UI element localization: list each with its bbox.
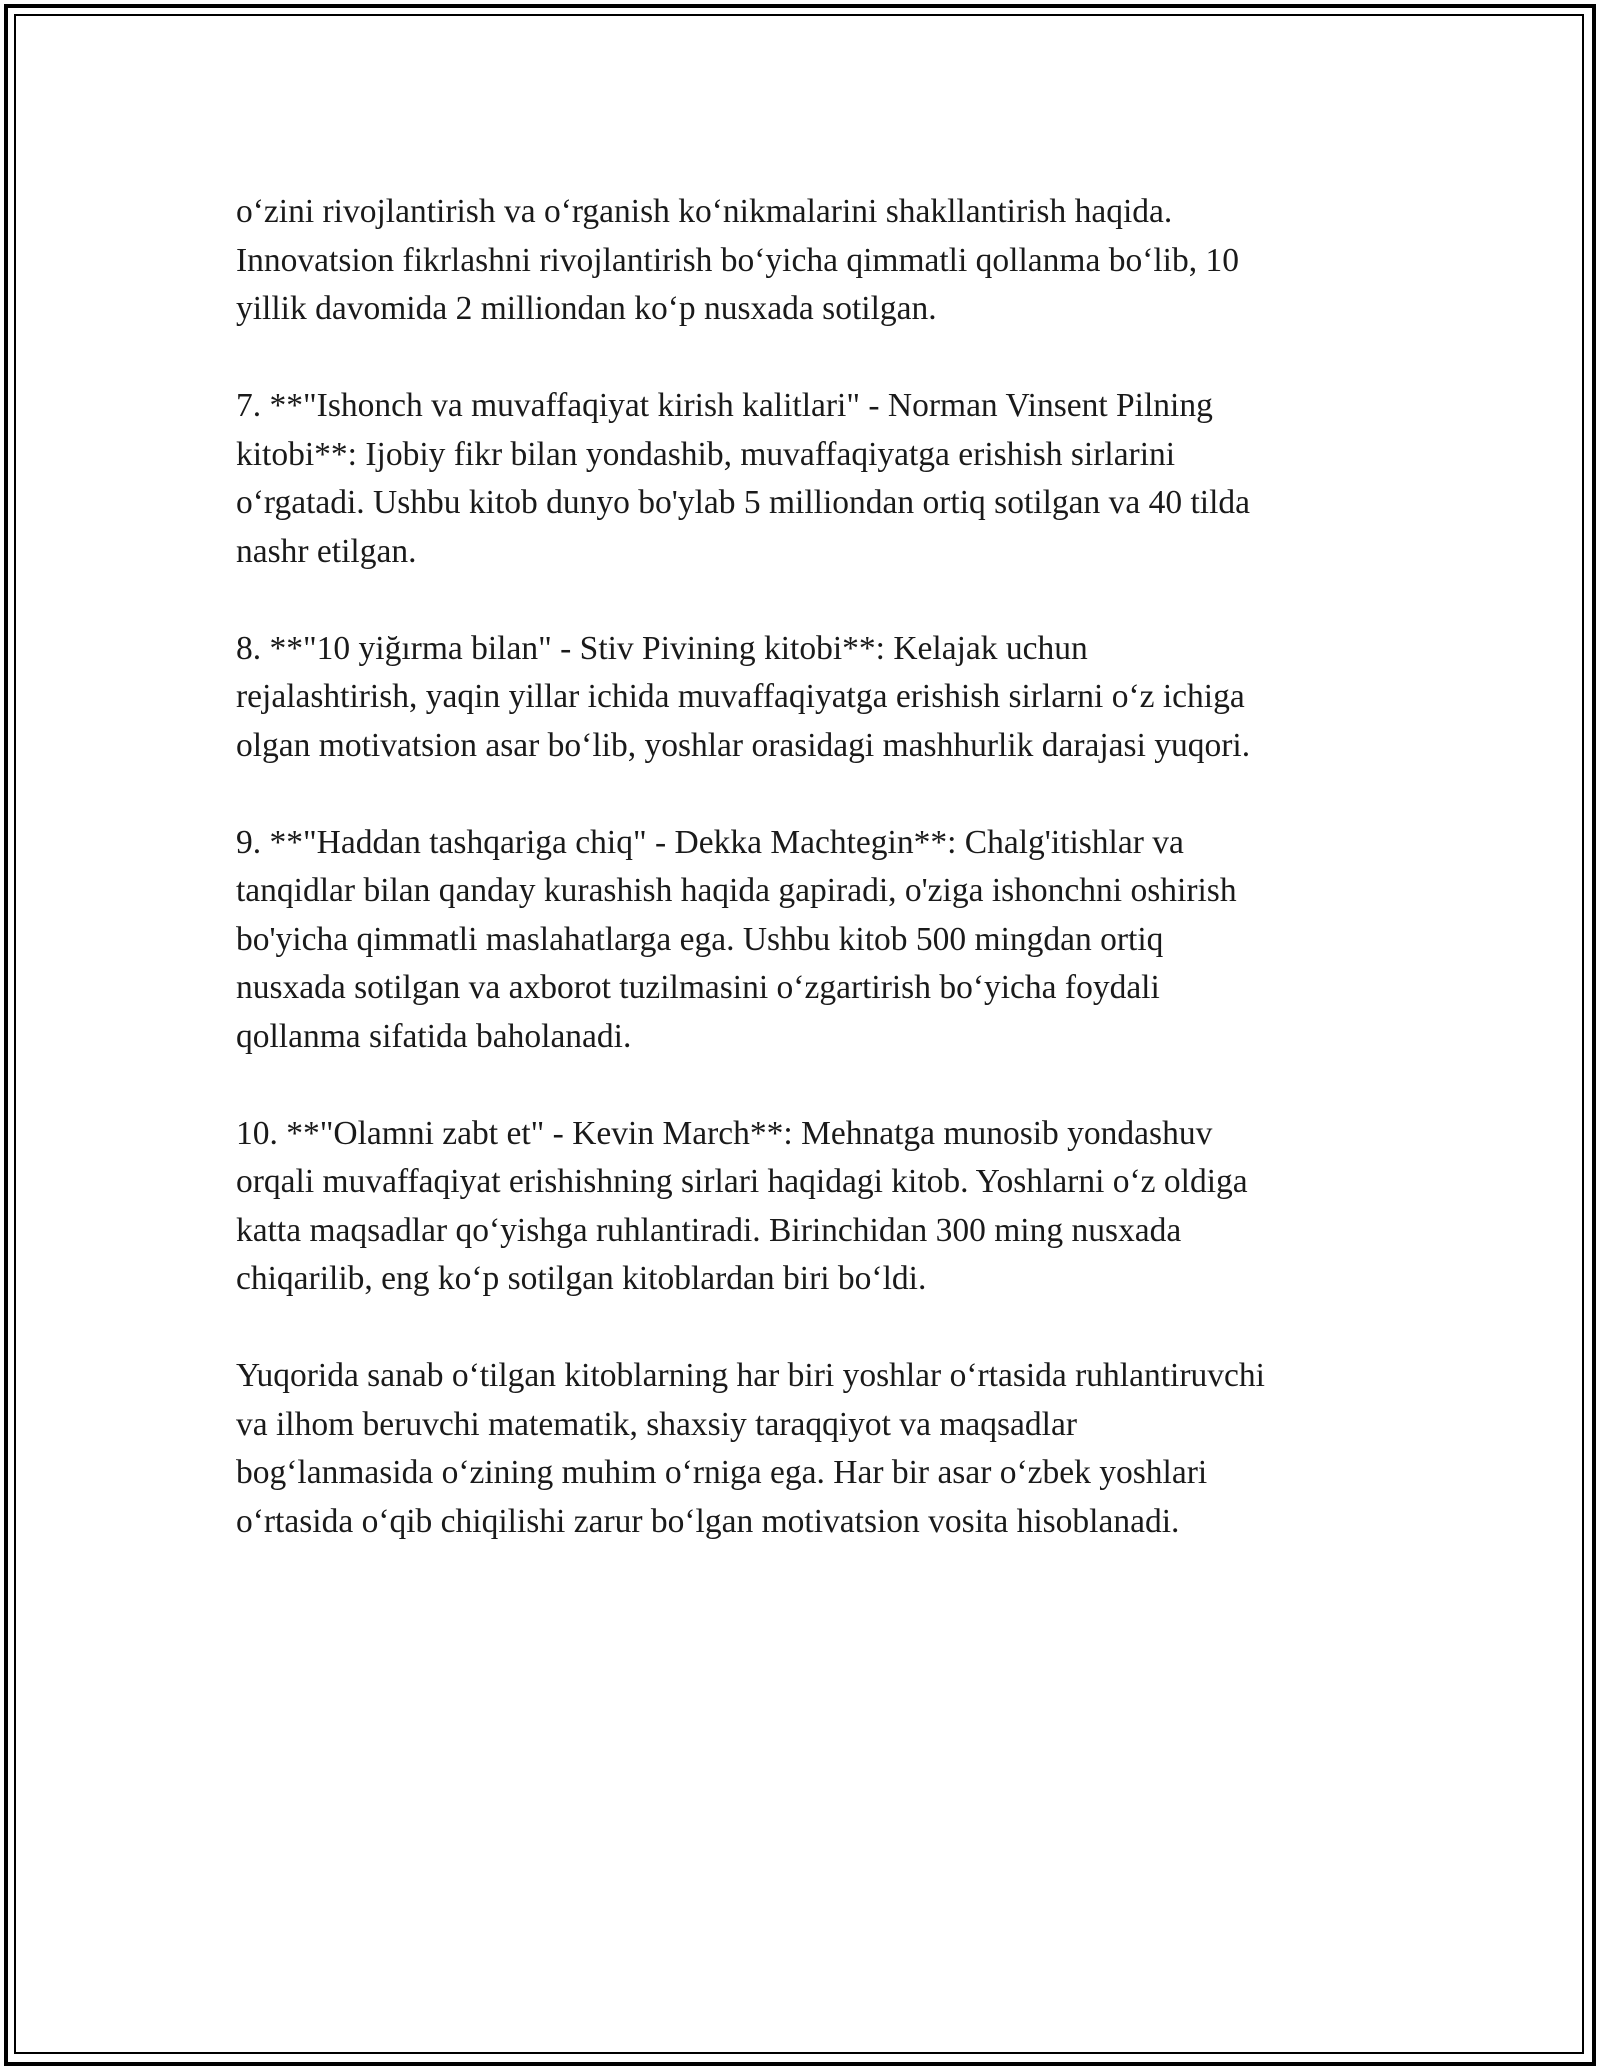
list-item-8: 8. **"10 yiğırma bilan" - Stiv Pivining kitobi**: Kelajak uchun rejalashtirish, yaqin yillar ichida muvaffaqiyatga erishish sirlarni o‘z ichiga olgan motivatsion asar bo‘lib, yoshlar orasidagi mashhurlik darajasi yuqori.	[236, 629, 1251, 764]
paragraph-conclusion: Yuqorida sanab o‘tilgan kitoblarning har biri yoshlar o‘rtasida ruhlantiruvchi va ilhom beruvchi matematik, shaxsiy taraqqiyot va maqsadlar bog‘lanmasida o‘zining muhim o‘rniga ega. Har bir asar o‘zbek yoshlari o‘rtasida o‘qib chiqilishi zarur bo‘lgan motivatsion vosita hisoblanadi.	[236, 1357, 1265, 1540]
list-item-7: 7. **"Ishonch va muvaffaqiyat kirish kalitlari" - Norman Vinsent Pilning kitobi**: Ijobiy fikr bilan yondashib, muvaffaqiyatga erishish sirlarini o‘rgatadi. Ushbu kitob dunyo bo'ylab 5 milliondan ortiq sotilgan va 40 tilda nashr etilgan.	[236, 387, 1251, 570]
document-body	[236, 188, 1386, 1546]
paragraph-intro-continuation: o‘zini rivojlantirish va o‘rganish ko‘nikmalarini shakllantirish haqida. Innovatsion fikrlashni rivojlantirish bo‘yicha qimmatli qollanma bo‘lib, 10 yillik davomida 2 milliondan ko‘p nusxada sotilgan.	[236, 193, 1239, 327]
list-item-9: 9. **"Haddan tashqariga chiq" - Dekka Machtegin**: Chalg'itishlar va tanqidlar bilan qanday kurashish haqida gapiradi, o'ziga ishonchni oshirish bo'yicha qimmatli maslahatlarga ega. Ushbu kitob 500 mingdan ortiq nusxada sotilgan va axborot tuzilmasini o‘zgartirish bo‘yicha foydali qollanma sifatida baholanadi.	[236, 823, 1237, 1055]
list-item-10: 10. **"Olamni zabt et" - Kevin March**: Mehnatga munosib yondashuv orqali muvaffaqiyat erishishning sirlari haqidagi kitob. Yoshlarni o‘z oldiga katta maqsadlar qo‘yishga ruhlantiradi. Birinchidan 300 ming nusxada chiqarilib, eng ko‘p sotilgan kitoblardan biri bo‘ldi.	[236, 1114, 1248, 1297]
